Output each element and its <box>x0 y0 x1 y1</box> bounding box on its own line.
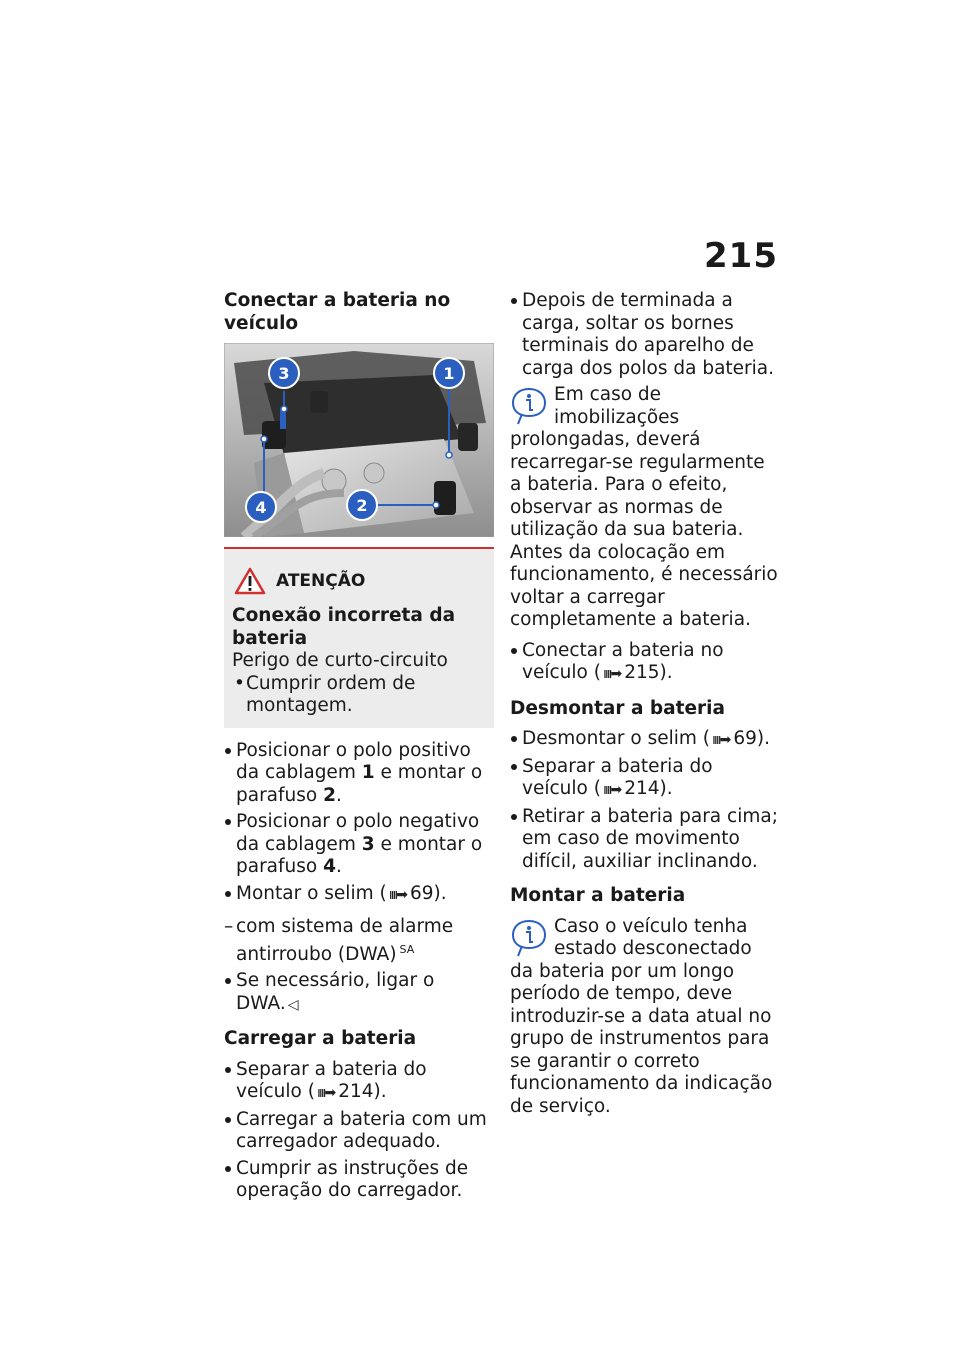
warning-label: ATENÇÃO <box>276 570 366 591</box>
battery-figure <box>224 343 494 537</box>
page-number: 215 <box>704 236 778 276</box>
step-negative-pole: Posicionar o polo negativo da cablagem 3 e montar o parafuso 4. <box>224 811 494 879</box>
remove-step-lift: Retirar a bateria para cima; em caso de movimento difícil, auxiliar inclinando. <box>510 806 778 874</box>
page-ref-link[interactable]: 214). <box>338 1081 387 1103</box>
page-ref-arrow-icon: ıııı➡ <box>388 886 406 903</box>
warning-box <box>224 547 494 728</box>
remove-step-separate: Separar a bateria do veículo ( ıııı➡ 214). <box>510 756 778 802</box>
step-connect-battery: Conectar a bateria no veículo ( ıııı➡ 215). <box>510 640 778 686</box>
svg-text:4: 4 <box>255 498 267 517</box>
battery-photo-illustration <box>224 343 494 537</box>
sa-superscript: SA <box>399 942 415 956</box>
charge-step-separate: Separar a bateria do veículo ( ıııı➡ 214). <box>224 1059 494 1105</box>
page-ref-link[interactable]: 69). <box>733 728 770 749</box>
page-ref-link[interactable]: 214). <box>624 778 673 799</box>
info-note-date <box>510 916 778 1119</box>
info-icon <box>510 918 548 958</box>
page-ref-arrow-icon: ıııı➡ <box>602 782 621 798</box>
charge-step-instructions: Cumprir as instruções de operação do carregador. <box>224 1158 494 1203</box>
page-ref-arrow-icon: ıııı➡ <box>602 666 621 682</box>
callout-4 <box>246 492 276 522</box>
warning-title <box>232 567 486 595</box>
page-ref-link[interactable]: 69). <box>410 882 447 904</box>
right-column <box>510 290 778 1126</box>
svg-text:1: 1 <box>443 364 455 383</box>
warning-subtitle: Conexão incorreta da bateria <box>232 605 456 649</box>
info-note-storage <box>510 384 778 632</box>
page-ref-arrow-icon: ıııı➡ <box>316 1085 335 1102</box>
callout-2 <box>347 490 377 520</box>
section-heading-charge: Carregar a bateria <box>224 1028 417 1050</box>
remove-step-seat: Desmontar o selim ( ıııı➡ 69). <box>510 728 778 752</box>
svg-text:2: 2 <box>356 496 368 515</box>
warning-risk: Perigo de curto-circuito <box>232 650 448 671</box>
section-heading-remove: Desmontar a bateria <box>510 697 725 719</box>
left-column <box>224 290 494 1207</box>
section-heading-connect: Conectar a bateria no veículo <box>224 290 451 334</box>
callout-1 <box>434 358 464 388</box>
step-positive-pole: Posicionar o polo positivo da cablagem 1 e montar o parafuso 2. <box>224 740 494 808</box>
end-mark-icon: ◁ <box>287 996 299 1013</box>
info-text-date: Caso o veículo tenha estado desconectado da bateria por um longo período de tempo, deve introduzir-se a data atual no grupo de instrumentos para se garantir o correto funcionamento da indicação de serviço. <box>510 915 773 1117</box>
step-activate-dwa: Se necessário, ligar o DWA. ◁ <box>224 970 494 1016</box>
page-ref-link[interactable]: 215). <box>624 662 673 683</box>
info-text-storage: Em caso de imobilizações prolongadas, deverá recarregar-se regularmente a bateria. Para o efeito, observar as normas de utilização da sua bateria. Antes da colocação em funcionamento, é necessário voltar a carregar completamente a bateria. <box>510 384 778 630</box>
section-heading-install: Montar a bateria <box>510 885 686 906</box>
page-ref-arrow-icon: ıııı➡ <box>712 732 730 748</box>
alarm-condition: – com sistema de alarme antirroubo (DWA) $^{SA}$ <box>224 916 494 966</box>
warning-triangle-icon <box>234 567 266 595</box>
warning-action: • Cumprir ordem de montagem. <box>232 673 486 718</box>
callout-3 <box>269 358 299 388</box>
svg-text:3: 3 <box>278 364 290 383</box>
charge-step-charge: Carregar a bateria com um carregador adequado. <box>224 1109 494 1154</box>
step-release-terminals: Depois de terminada a carga, soltar os bornes terminais do aparelho de carga dos polos da bateria. <box>510 290 778 380</box>
step-mount-seat: Montar o selim ( ıııı➡ 69). <box>224 883 494 907</box>
info-icon <box>510 386 548 426</box>
